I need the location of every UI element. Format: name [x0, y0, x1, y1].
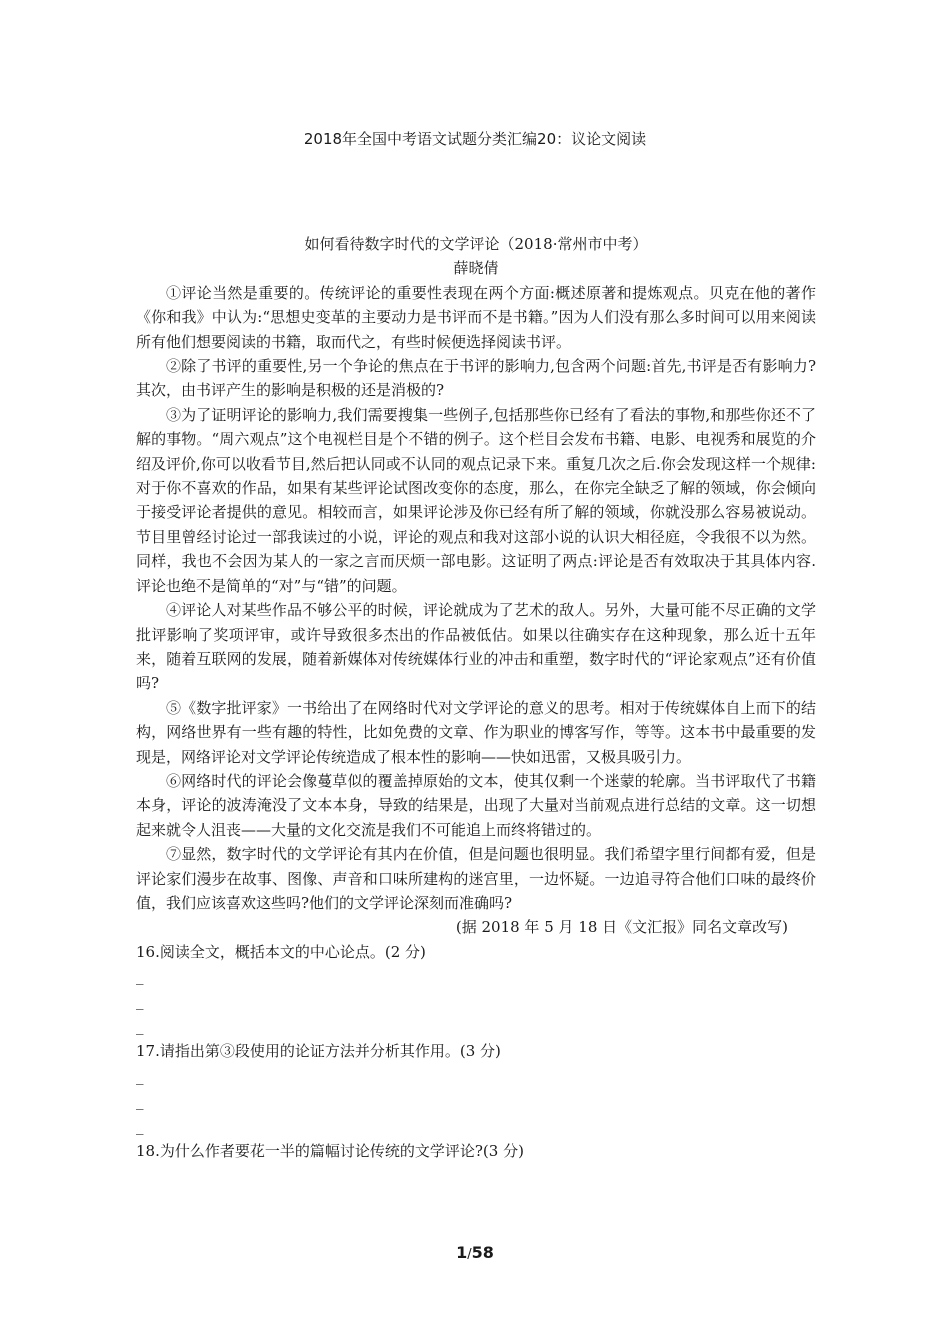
answer-line: _	[136, 1066, 144, 1085]
answer-line: _	[136, 1091, 144, 1110]
document-title: 2018年全国中考语文试题分类汇编20：议论文阅读	[303, 130, 647, 148]
answer-line: _	[136, 967, 144, 986]
article-body	[136, 232, 816, 1163]
current-page: 1	[456, 1243, 468, 1262]
answer-line: _	[136, 1017, 144, 1036]
paragraph-3: ③为了证明评论的影响力,我们需要搜集一些例子,包括那些你已经有了看法的事物,和那些你还不了解的事物。“周六观点”这个电视栏目是个不错的例子。这个栏目会发布书籍、电影、电视秀和展览的介绍及评价,你可以收看节目,然后把认同或不认同的观点记录下来。重复几次之后.你会发现这样一个规律:对于你不喜欢的作品，如果有某些评论试图改变你的态度，那么，在你完全缺乏了解的领域，你会倾向于接受评论者提供的意见。相较而言，如果评论涉及你已经有所了解的领域，你就没那么容易被说动。节目里曾经讨论过一部我读过的小说，评论的观点和我对这部小说的认识大相径庭，令我很不以为然。同样，我也不会因为某人的一家之言而厌烦一部电影。这证明了两点:评论是否有效取决于其具体内容.评论也绝不是简单的“对”与“错”的问题。	[136, 405, 816, 595]
question-17: 17.请指出第③段使用的论证方法并分析其作用。(3 分)	[136, 1042, 501, 1061]
answer-line: _	[136, 1116, 144, 1135]
article-author: 薛晓倩	[453, 259, 499, 278]
paragraph-5: ⑤《数字批评家》一书给出了在网络时代对文学评论的意义的思考。相对于传统媒体自上而下的结构，网络世界有一些有趣的特性，比如免费的文章、作为职业的博客写作，等等。这本书中最重要的发现是，网络评论对文学评论传统造成了根本性的影响——快如迅雷，又极具吸引力。	[136, 698, 816, 766]
total-pages: 58	[471, 1243, 494, 1262]
page-number	[0, 1243, 950, 1262]
paragraph-2: ②除了书评的重要性,另一个争论的焦点在于书评的影响力,包含两个问题:首先,书评是否有影响力?其次，由书评产生的影响是积极的还是消极的?	[136, 357, 816, 400]
answer-line: _	[136, 992, 144, 1011]
page-separator: /	[467, 1247, 472, 1262]
question-16: 16.阅读全文，概括本文的中心论点。(2 分)	[136, 942, 426, 961]
question-18: 18.为什么作者要花一半的篇幅讨论传统的文学评论?(3 分)	[136, 1141, 524, 1160]
paragraph-4: ④评论人对某些作品不够公平的时候，评论就成为了艺术的敌人。另外，大量可能不尽正确的文学批评影响了奖项评审，或许导致很多杰出的作品被低估。如果以往确实存在这种现象，那么近十五年来，随着互联网的发展，随着新媒体对传统媒体行业的冲击和重塑，数字时代的“评论家观点”还有价值吗?	[136, 601, 816, 693]
article-title: 如何看待数字时代的文学评论（2018·常州市中考）	[304, 235, 648, 253]
paragraph-6: ⑥网络时代的评论会像蔓草似的覆盖掉原始的文本，使其仅剩一个迷蒙的轮廓。当书评取代了书籍本身，评论的波涛淹没了文本本身，导致的结果是，出现了大量对当前观点进行总结的文章。这一切想起来就令人沮丧——大量的文化交流是我们不可能追上而终将错过的。	[136, 771, 816, 839]
article-source: (据 2018 年 5 月 18 日《文汇报》同名文章改写)	[455, 918, 788, 937]
paragraph-7: ⑦显然，数字时代的文学评论有其内在价值，但是问题也很明显。我们希望字里行间都有爱，但是评论家们漫步在故事、图像、声音和口味所建构的迷宫里，一边怀疑。一边追寻符合他们口味的最终价值，我们应该喜欢这些吗?他们的文学评论深刻而准确吗?	[136, 845, 816, 912]
paragraph-1: ①评论当然是重要的。传统评论的重要性表现在两个方面:概述原著和提炼观点。贝克在他的著作《你和我》中认为:“思想史变革的主要动力是书评而不是书籍。”因为人们没有那么多时间可以用来阅读所有他们想要阅读的书籍，取而代之，有些时候便选择阅读书评。	[136, 283, 816, 351]
